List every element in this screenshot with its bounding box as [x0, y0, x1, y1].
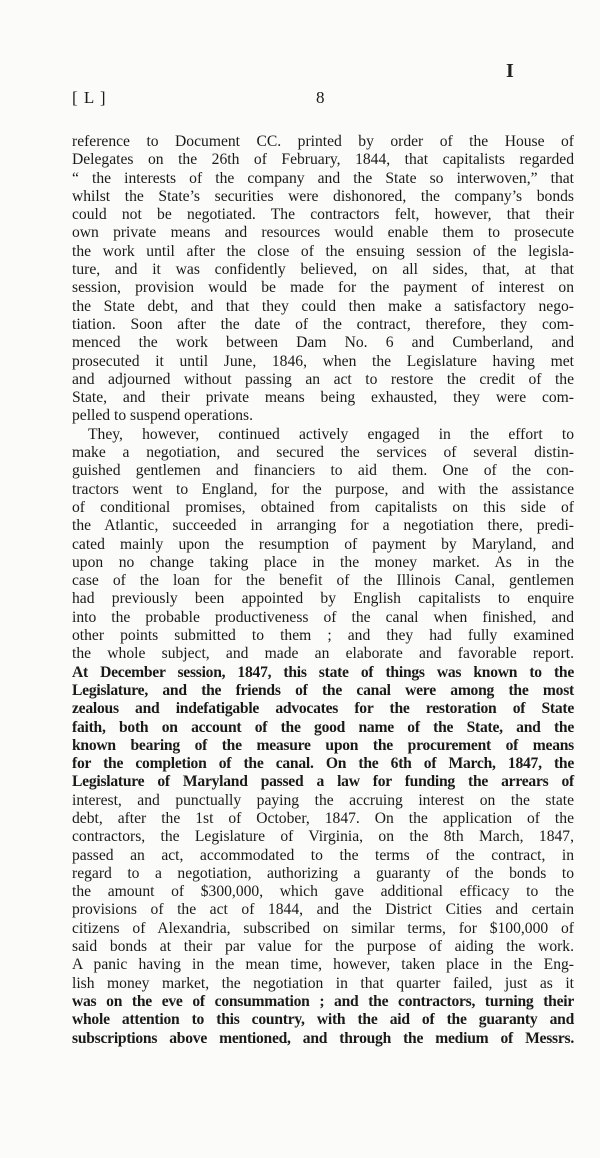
text-line: guished gentlemen and financiers to aid them. One of the con- [72, 462, 574, 480]
text-line: session, provision would be made for the payment of interest on [72, 279, 574, 297]
text-line: Legislature of Maryland passed a law for funding the arrears of [72, 773, 574, 791]
text-line: provisions of the act of 1844, and the District Cities and certain [72, 901, 574, 919]
text-line: Delegates on the 26th of February, 1844, that capitalists regarded [72, 151, 574, 169]
text-line: State, and their private means being exhausted, they were com- [72, 389, 574, 407]
text-line: the whole subject, and made an elaborate and favorable report. [72, 645, 574, 663]
text-line: of conditional promises, obtained from capitalists on this side of [72, 498, 574, 516]
text-line: Legislature, and the friends of the canal were among the most [72, 681, 574, 699]
text-line: citizens of Alexandria, subscribed on similar terms, for $100,000 of [72, 919, 574, 937]
text-line: tractors went to England, for the purpose, and with the assistance [72, 480, 574, 498]
text-line: faith, both on account of the good name of the State, and the [72, 718, 574, 736]
text-line: tiation. Soon after the date of the contract, therefore, they com- [72, 315, 574, 333]
text-line: the Atlantic, succeeded in arranging for a negotiation there, predi- [72, 517, 574, 535]
text-line: At December session, 1847, this state of things was known to the [72, 663, 574, 681]
text-line: case of the loan for the benefit of the Illinois Canal, gentlemen [72, 572, 574, 590]
text-line: reference to Document CC. printed by order of the House of [72, 133, 574, 150]
text-line: the work until after the close of the ensuing session of the legisla- [72, 242, 574, 260]
text-line: other points submitted to them ; and they had fully examined [72, 627, 574, 645]
text-line: whilst the State’s securities were dishonored, the company’s bonds [72, 187, 574, 205]
text-line: cated mainly upon the resumption of payment by Maryland, and [72, 535, 574, 553]
paragraph-1 [72, 133, 574, 426]
text-line: whole attention to this country, with the aid of the guaranty and [72, 1011, 574, 1029]
text-line: said bonds at their par value for the purpose of aiding the work. [72, 938, 574, 956]
document-signature-mark: [ L ] [72, 88, 107, 107]
text-line: prosecuted it until June, 1846, when the Legislature having met [72, 352, 574, 370]
text-line: own private means and resources would enable them to prosecute [72, 224, 574, 242]
text-line: into the probable productiveness of the canal when finished, and [72, 608, 574, 626]
text-line: make a negotiation, and secured the services of several distin- [72, 444, 574, 462]
text-line: ture, and it was confidently believed, on all sides, that, at that [72, 261, 574, 279]
text-line: was on the eve of consummation ; and the contractors, turning their [72, 992, 574, 1010]
text-line: pelled to suspend operations. [72, 407, 254, 425]
text-line: debt, after the 1st of October, 1847. On the application of the [72, 809, 574, 827]
text-line: regard to a negotiation, authorizing a guaranty of the bonds to [72, 864, 574, 882]
text-line: subscriptions above mentioned, and through the medium of Messrs. [72, 1029, 574, 1047]
text-line: zealous and indefatigable advocates for the restoration of State [72, 700, 574, 718]
page-header [72, 88, 572, 112]
text-line: menced the work between Dam No. 6 and Cumberland, and [72, 334, 574, 352]
body-text [72, 133, 574, 1048]
page-corner-mark: I [506, 60, 514, 82]
text-line: for the completion of the canal. On the 6th of March, 1847, the [72, 755, 574, 773]
text-line: “ the interests of the company and the State so interwoven,” that [72, 169, 574, 187]
text-line: passed an act, accommodated to the terms of the contract, in [72, 846, 574, 864]
text-line: the State debt, and that they could then make a satisfactory nego- [72, 297, 574, 315]
text-line: known bearing of the measure upon the procurement of means [72, 736, 574, 754]
text-line: A panic having in the mean time, however, taken place in the Eng- [72, 956, 574, 974]
page-number: 8 [316, 88, 326, 107]
text-line: They, however, continued actively engaged in the effort to [88, 425, 574, 443]
text-line: lish money market, the negotiation in that quarter failed, just as it [72, 974, 574, 992]
text-line: could not be negotiated. The contractors felt, however, that their [72, 206, 574, 224]
text-line: interest, and punctually paying the accruing interest on the state [72, 791, 574, 809]
paragraph-2 [72, 426, 574, 1048]
text-line: had previously been appointed by English capitalists to enquire [72, 590, 574, 608]
text-line: and adjourned without passing an act to restore the credit of the [72, 370, 574, 388]
text-line: the amount of $300,000, which gave additional efficacy to the [72, 883, 574, 901]
text-line: upon no change taking place in the money market. As in the [72, 553, 574, 571]
text-line: contractors, the Legislature of Virginia, on the 8th March, 1847, [72, 828, 574, 846]
